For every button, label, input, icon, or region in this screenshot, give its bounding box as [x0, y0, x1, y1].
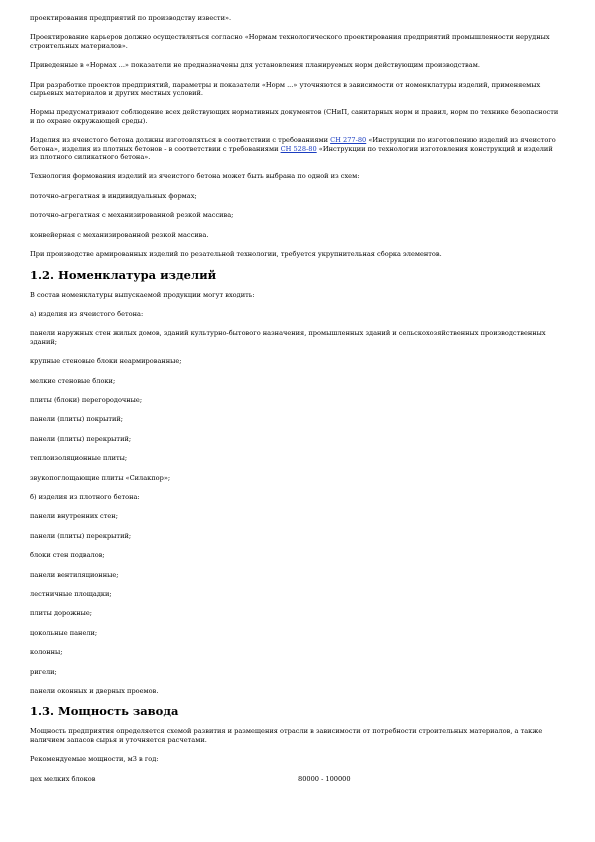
technology-item-2: конвейерная с механизированной резкой массива.: [30, 230, 209, 239]
standards-text-3: «Инструкции по технологии изготовления конструкций и изделий из плотного силикатного бетона».: [30, 144, 553, 162]
standards-text-2: «Инструкции по изготовлению изделий из ячеистого бетона», изделия из плотных бетонов - в соответствии с требованиями: [30, 136, 556, 153]
section-heading-capacity: 1.3. Мощность завода: [30, 704, 179, 719]
capacity-lead: Рекомендуемые мощности, м3 в год:: [30, 755, 159, 764]
dense-item-0: панели внутренних стен;: [30, 512, 118, 521]
dense-item-8: ригели;: [30, 667, 57, 676]
dense-item-6: цокольные панели;: [30, 628, 98, 637]
aerated-item-5: панели (плиты) перекрытий;: [30, 434, 132, 443]
intro-paragraph-0: проектирования предприятий по производству извести».: [30, 14, 232, 22]
dense-item-3: панели вентиляционные;: [30, 570, 119, 579]
aerated-item-7: звукопоглощающие плиты «Силакпор»;: [30, 473, 171, 482]
standards-paragraph: [30, 136, 559, 161]
standards-text-1: Изделия из ячеистого бетона должны изготовляться в соответствии с требованиями: [30, 136, 331, 145]
aerated-item-1: крупные стеновые блоки неармированные;: [30, 357, 182, 366]
aerated-concrete-heading: а) изделия из ячеистого бетона:: [30, 309, 144, 318]
dense-concrete-heading: б) изделия из плотного бетона:: [30, 492, 140, 501]
capacity-row-label: цех мелких блоков: [30, 774, 96, 783]
intro-paragraph-4: Нормы предусматривают соблюдение всех действующих нормативных документов (СНиП, санитарных норм и правил, норм по технике безопасности и по охране окружающей среды).: [30, 108, 559, 125]
dense-item-9: панели оконных и дверных проемов.: [30, 687, 159, 696]
nomenclature-lead: В состав номенклатуры выпускаемой продукции могут входить:: [30, 290, 255, 299]
capacity-row-value: 80000 - 100000: [298, 774, 351, 783]
technology-lead: Технология формования изделий из ячеистого бетона может быть выбрана по одной из схем:: [30, 172, 360, 181]
sn-528-80-link[interactable]: СН 528-80: [280, 144, 317, 153]
aerated-item-6: теплоизоляционные плиты;: [30, 454, 128, 463]
intro-paragraph-3: При разработке проектов предприятий, параметры и показатели «Норм ...» уточняются в зависимости от номенклатуры изделий, применяемых сырьевых материалов и других местных условий.: [30, 80, 541, 98]
capacity-paragraph: Мощность предприятия определяется схемой развития и размещения отрасли в зависимости от потребности строительных материалов, а также наличием запасов сырья и уточняется расчетами.: [30, 727, 543, 744]
aerated-item-2: мелкие стеновые блоки;: [30, 376, 116, 385]
aerated-item-4: панели (плиты) покрытий;: [30, 415, 124, 424]
capacity-row: [30, 775, 559, 783]
section-heading-nomenclature: 1.2. Номенклатура изделий: [30, 267, 217, 282]
dense-item-4: лестничные площадки;: [30, 590, 112, 598]
dense-item-7: колонны;: [30, 648, 63, 657]
sn-277-80-link[interactable]: СН 277-80: [330, 136, 367, 145]
intro-paragraph-2: Приведенные в «Нормах ...» показатели не предназначены для установления планируемых норм действующим производствам.: [30, 61, 480, 70]
dense-item-1: панели (плиты) перекрытий;: [30, 531, 132, 540]
dense-item-5: плиты дорожные;: [30, 609, 93, 618]
aerated-item-3: плиты (блоки) перегородочные;: [30, 395, 143, 404]
technology-item-0: поточно-агрегатная в индивидуальных формах;: [30, 191, 197, 200]
dense-item-2: блоки стен подвалов;: [30, 551, 105, 560]
technology-tail: При производстве армированных изделий по резательной технологии, требуется укрупнительная сборка элементов.: [30, 250, 442, 259]
aerated-item-0: панели наружных стен жилых домов, зданий культурно-бытового назначения, промышленных зданий и сельскохозяйственных производственных зданий;: [30, 329, 546, 346]
technology-item-1: поточно-агрегатная с механизированной резкой массива;: [30, 211, 234, 220]
intro-paragraph-1: Проектирование карьеров должно осуществляться согласно «Нормам технологического проектирования предприятий промышленности нерудных строительных материалов».: [30, 33, 550, 50]
